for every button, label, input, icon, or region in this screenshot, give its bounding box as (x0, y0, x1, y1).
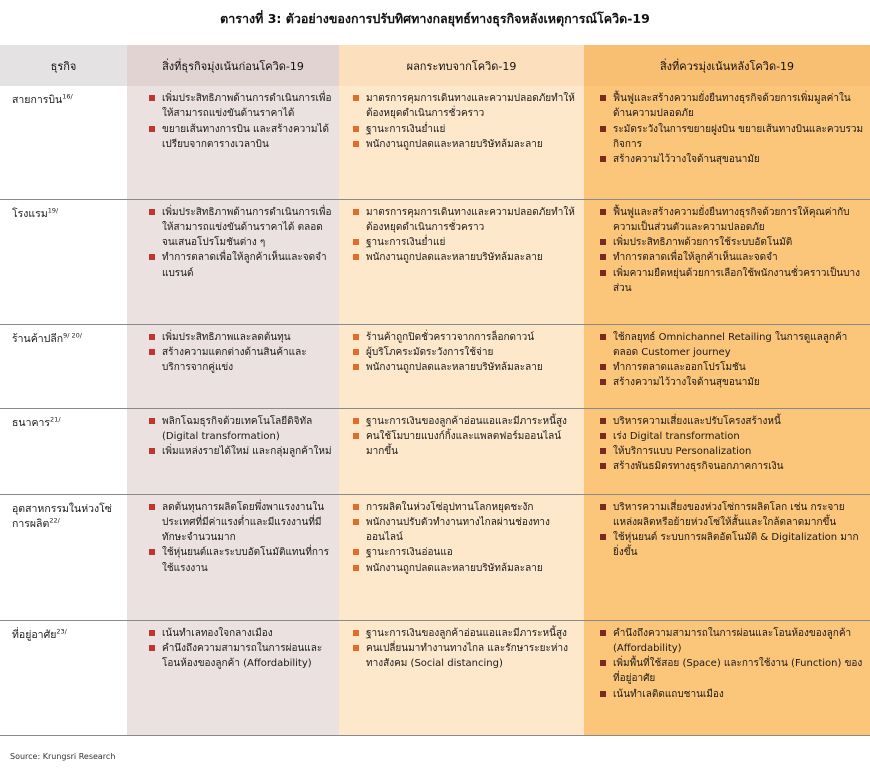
square-bullet-icon (353, 95, 359, 101)
business-name: โรงแรม (12, 207, 48, 220)
list-item (353, 250, 578, 265)
square-bullet-icon (353, 549, 359, 555)
square-bullet-icon (149, 95, 155, 101)
list-item-text: เร่ง Digital transformation (613, 430, 740, 442)
list-item-text: ร้านค้าถูกปิดชั่วคราวจากการล็อกดาวน์ (366, 331, 535, 343)
square-bullet-icon (600, 691, 606, 697)
post-covid-cell (584, 86, 870, 199)
pre-covid-cell (127, 408, 339, 494)
business-cell (0, 494, 127, 620)
square-bullet-icon (600, 433, 606, 439)
list-item-text: ใช้หุ่นยนต์ ระบบการผลิตอัตโนมัติ & Digitalization มากยิ่งขึ้น (613, 532, 859, 559)
table-row (0, 408, 870, 494)
list-item (600, 235, 864, 250)
square-bullet-icon (600, 156, 606, 162)
bullet-list (590, 414, 864, 475)
square-bullet-icon (149, 418, 155, 424)
list-item (600, 500, 864, 531)
list-item-text: เพิ่มความยืดหยุ่นด้วยการเลือกใช้พนักงานชั่วคราวเป็นบางส่วน (613, 267, 860, 294)
business-name: ที่อยู่อาศัย (12, 628, 57, 641)
list-item (353, 122, 578, 137)
table-row (0, 199, 870, 324)
list-item-text: คนใช้โมบายแบงก์กิ้งและแพลตฟอร์มออนไลน์มากขึ้น (366, 430, 562, 458)
bullet-list (590, 500, 864, 561)
list-item (149, 545, 333, 576)
list-item-text: เพิ่มพื้นที่ใช้สอย (Space) และการใช้งาน (Function) ของที่อยู่อาศัย (613, 658, 863, 685)
strategy-table (0, 45, 870, 736)
source-note: Source: Krungsri Research (10, 752, 116, 761)
reference-note: 21/ (50, 415, 61, 423)
business-cell (0, 199, 127, 324)
list-item-text: พนักงานถูกปลดและหลายบริษัทล้มละลาย (366, 362, 543, 374)
bullet-list (345, 91, 578, 152)
square-bullet-icon (353, 433, 359, 439)
list-item (600, 444, 864, 459)
square-bullet-icon (600, 209, 606, 215)
header-post-covid: สิ่งที่ควรมุ่งเน้นหลังโควิด-19 (584, 45, 870, 86)
list-item-text: เพิ่มแหล่งรายได้ใหม่ และกลุ่มลูกค้าใหม่ (162, 446, 332, 458)
list-item-text: เน้นทำเลติดแถบชานเมือง (613, 688, 724, 700)
square-bullet-icon (353, 519, 359, 525)
list-item (353, 91, 578, 122)
pre-covid-cell (127, 324, 339, 408)
square-bullet-icon (149, 349, 155, 355)
post-covid-cell (584, 620, 870, 735)
list-item-text: คำนึงถึงความสามารถในการผ่อนและโอนห้องของลูกค้า (Affordability) (162, 642, 323, 670)
list-item-text: เพิ่มประสิทธิภาพและลดต้นทุน (162, 331, 291, 343)
square-bullet-icon (149, 334, 155, 340)
square-bullet-icon (353, 630, 359, 636)
square-bullet-icon (353, 239, 359, 245)
impact-cell (339, 620, 584, 735)
list-item (353, 137, 578, 152)
list-item (353, 414, 578, 429)
post-covid-cell (584, 408, 870, 494)
list-item (149, 414, 333, 445)
business-name: ธนาคาร (12, 416, 51, 429)
business-name: สายการบิน (12, 94, 63, 106)
list-item (600, 530, 864, 561)
list-item-text: สร้างความแตกต่างด้านสินค้าและบริการจากคู่แข่ง (162, 346, 307, 374)
bullet-list (590, 626, 864, 702)
list-item-text: ผู้บริโภคระมัดระวังการใช้จ่าย (366, 346, 494, 358)
bullet-list (590, 205, 864, 297)
bullet-list (133, 414, 333, 460)
list-item (600, 360, 864, 375)
list-item-text: ทำการตลาดและออกโปรโมชัน (613, 362, 746, 374)
business-cell (0, 620, 127, 735)
reference-note: 23/ (56, 627, 67, 635)
list-item-text: ฐานะการเงินของลูกค้าอ่อนแอและมีภาระหนี้สูง (366, 627, 567, 639)
reference-note: 9/ 20/ (63, 331, 82, 339)
list-item (600, 687, 864, 702)
square-bullet-icon (600, 270, 606, 276)
square-bullet-icon (353, 645, 359, 651)
bullet-list (345, 205, 578, 266)
pre-covid-cell (127, 86, 339, 199)
square-bullet-icon (600, 534, 606, 540)
list-item-text: มาตรการคุมการเดินทางและความปลอดภัยทำให้ต้องหยุดดำเนินการชั่วคราว (366, 93, 575, 120)
list-item (600, 91, 864, 122)
header-pre-covid: สิ่งที่ธุรกิจมุ่งเน้นก่อนโควิด-19 (127, 45, 339, 86)
list-item (600, 205, 864, 236)
impact-cell (339, 199, 584, 324)
list-item (353, 429, 578, 460)
list-item (149, 626, 333, 641)
list-item-text: พนักงานถูกปลดและหลายบริษัทล้มละลาย (366, 252, 543, 264)
list-item-text: พนักงานถูกปลดและหลายบริษัทล้มละลาย (366, 562, 543, 574)
list-item-text: พนักงานปรับตัวทำงานทางไกลผ่านช่องทางออนไลน์ (366, 516, 550, 544)
bullet-list (590, 91, 864, 167)
list-item (353, 360, 578, 375)
square-bullet-icon (600, 630, 606, 636)
square-bullet-icon (353, 418, 359, 424)
list-item (353, 500, 578, 515)
business-cell (0, 408, 127, 494)
list-item-text: เพิ่มประสิทธิภาพด้วยการใช้ระบบอัตโนมัติ (613, 237, 793, 249)
square-bullet-icon (149, 448, 155, 454)
bullet-list (345, 626, 578, 672)
list-item (149, 500, 333, 546)
square-bullet-icon (353, 349, 359, 355)
square-bullet-icon (149, 209, 155, 215)
list-item-text: เพิ่มประสิทธิภาพด้านการดำเนินการเพื่อให้สามารถแข่งขันด้านราคาได้ ตลอดจนเสนอโปรโมชันต่าง ๆ (162, 206, 332, 249)
table-row (0, 620, 870, 735)
bullet-list (133, 500, 333, 576)
business-cell (0, 86, 127, 199)
list-item (353, 235, 578, 250)
list-item-text: ฟื้นฟูและสร้างความยั่งยืนทางธุรกิจด้วยการให้คุณค่ากับความเป็นส่วนตัวและความปลอดภัย (613, 206, 850, 233)
square-bullet-icon (149, 630, 155, 636)
business-name: ร้านค้าปลีก (12, 332, 64, 345)
list-item-text: พลิกโฉมธุรกิจด้วยเทคโนโลยีดิจิทัล (Digital transformation) (162, 415, 313, 442)
business-cell (0, 324, 127, 408)
list-item-text: ใช้กลยุทธ์ Omnichannel Retailing ในการดูแลลูกค้าตลอด Customer journey (613, 331, 848, 358)
list-item (600, 122, 864, 153)
list-item-text: พนักงานถูกปลดและหลายบริษัทล้มละลาย (366, 138, 543, 150)
pre-covid-cell (127, 199, 339, 324)
square-bullet-icon (149, 254, 155, 260)
bullet-list (590, 330, 864, 391)
bullet-list (345, 500, 578, 576)
bullet-list (133, 330, 333, 376)
table-row (0, 86, 870, 199)
list-item (353, 641, 578, 672)
list-item (353, 330, 578, 345)
square-bullet-icon (353, 209, 359, 215)
list-item-text: เพิ่มประสิทธิภาพด้านการดำเนินการเพื่อให้สามารถแข่งขันด้านราคาได้ (162, 93, 332, 120)
list-item-text: ฐานะการเงินย่ำแย่ (366, 237, 446, 249)
square-bullet-icon (353, 254, 359, 260)
post-covid-cell (584, 324, 870, 408)
square-bullet-icon (600, 448, 606, 454)
list-item (149, 641, 333, 672)
impact-cell (339, 408, 584, 494)
square-bullet-icon (600, 126, 606, 132)
list-item (353, 626, 578, 641)
header-impact: ผลกระทบจากโควิด-19 (339, 45, 584, 86)
list-item (149, 250, 333, 281)
bullet-list (345, 330, 578, 376)
list-item-text: เน้นทำเลทองใจกลางเมือง (162, 627, 273, 639)
list-item-text: คำนึงถึงความสามารถในการผ่อนและโอนห้องของลูกค้า (Affordability) (613, 627, 852, 654)
list-item (600, 459, 864, 474)
square-bullet-icon (600, 660, 606, 666)
list-item (149, 444, 333, 459)
square-bullet-icon (149, 126, 155, 132)
reference-note: 22/ (49, 516, 60, 525)
list-item (600, 375, 864, 390)
list-item (600, 330, 864, 361)
reference-note: 16/ (62, 92, 73, 101)
square-bullet-icon (353, 504, 359, 510)
list-item-text: บริหารความเสี่ยงและปรับโครงสร้างหนี้ (613, 415, 781, 427)
square-bullet-icon (600, 418, 606, 424)
square-bullet-icon (600, 95, 606, 101)
impact-cell (339, 494, 584, 620)
list-item (149, 345, 333, 376)
bullet-list (133, 91, 333, 152)
list-item (149, 330, 333, 345)
post-covid-cell (584, 494, 870, 620)
square-bullet-icon (353, 141, 359, 147)
list-item (149, 91, 333, 122)
pre-covid-cell (127, 620, 339, 735)
list-item (353, 561, 578, 576)
list-item-text: ให้บริการแบบ Personalization (613, 446, 752, 458)
list-item-text: ฐานะการเงินย่ำแย่ (366, 123, 446, 135)
list-item (600, 656, 864, 687)
list-item (149, 205, 333, 251)
table-row (0, 494, 870, 620)
list-item-text: มาตรการคุมการเดินทางและความปลอดภัยทำให้ต้องหยุดดำเนินการชั่วคราว (366, 206, 575, 233)
list-item-text: สร้างความไว้วางใจด้านสุขอนามัย (613, 377, 760, 389)
list-item-text: ฟื้นฟูและสร้างความยั่งยืนทางธุรกิจด้วยการเพิ่มมูลค่าในด้านความปลอดภัย (613, 93, 851, 120)
square-bullet-icon (600, 364, 606, 370)
square-bullet-icon (149, 504, 155, 510)
list-item-text: ฐานะการเงินของลูกค้าอ่อนแอและมีภาระหนี้สูง (366, 415, 567, 427)
bullet-list (133, 626, 333, 672)
square-bullet-icon (149, 549, 155, 555)
list-item-text: ระมัดระวังในการขยายฝูงบิน ขยายเส้นทางบินและควบรวมกิจการ (613, 123, 864, 150)
square-bullet-icon (600, 504, 606, 510)
square-bullet-icon (600, 239, 606, 245)
list-item (600, 626, 864, 657)
impact-cell (339, 324, 584, 408)
list-item (353, 205, 578, 236)
list-item-text: สร้างพันธมิตรทางธุรกิจนอกภาคการเงิน (613, 461, 784, 473)
square-bullet-icon (600, 379, 606, 385)
table-row (0, 324, 870, 408)
list-item (149, 122, 333, 153)
list-item-text: ใช้หุ่นยนต์และระบบอัตโนมัติแทนที่การใช้แรงงาน (162, 547, 329, 574)
square-bullet-icon (353, 126, 359, 132)
square-bullet-icon (353, 565, 359, 571)
business-name: อุตสาหกรรมในห่วงโซ่การผลิต (12, 502, 112, 530)
list-item-text: ฐานะการเงินอ่อนแอ (366, 547, 453, 559)
square-bullet-icon (149, 645, 155, 651)
list-item (600, 250, 864, 265)
list-item-text: ขยายเส้นทางการบิน และสร้างความได้เปรียบจากตารางเวลาบิน (162, 123, 329, 150)
square-bullet-icon (600, 463, 606, 469)
list-item-text: สร้างความไว้วางใจด้านสุขอนามัย (613, 154, 760, 166)
list-item (600, 429, 864, 444)
list-item (600, 152, 864, 167)
list-item-text: คนเปลี่ยนมาทำงานทางไกล และรักษาระยะห่างทางสังคม (Social distancing) (366, 642, 568, 670)
list-item-text: การผลิตในห่วงโซ่อุปทานโลกหยุดชะงัก (366, 501, 534, 513)
list-item-text: ทำการตลาดเพื่อให้ลูกค้าเห็นและจดจำแบรนด์ (162, 252, 327, 279)
square-bullet-icon (353, 364, 359, 370)
square-bullet-icon (600, 254, 606, 260)
list-item-text: ลดต้นทุนการผลิตโดยพึ่งพาแรงงานในประเทศที่มีค่าแรงต่ำและมีแรงงานที่มีทักษะจำนวนมาก (162, 501, 325, 544)
reference-note: 19/ (47, 206, 59, 214)
header-business: ธุรกิจ (0, 45, 127, 86)
table-title: ตารางที่ 3: ตัวอย่างของการปรับทิศทางกลยุทธ์ทางธุรกิจหลังเหตุการณ์โควิด-19 (220, 11, 650, 26)
list-item-text: บริหารความเสี่ยงของห่วงโซ่การผลิตโลก เช่น กระจายแหล่งผลิตหรือย้ายห่วงโซ่ให้สั้นและใกล้ตลาดมากขึ้น (613, 501, 845, 528)
square-bullet-icon (353, 334, 359, 340)
list-item (600, 266, 864, 297)
list-item (353, 345, 578, 360)
square-bullet-icon (600, 334, 606, 340)
post-covid-cell (584, 199, 870, 324)
list-item-text: ทำการตลาดเพื่อให้ลูกค้าเห็นและจดจำ (613, 252, 778, 264)
pre-covid-cell (127, 494, 339, 620)
list-item (353, 545, 578, 560)
bullet-list (133, 205, 333, 281)
list-item (353, 515, 578, 546)
header-row (0, 45, 870, 86)
impact-cell (339, 86, 584, 199)
bullet-list (345, 414, 578, 460)
list-item (600, 414, 864, 429)
